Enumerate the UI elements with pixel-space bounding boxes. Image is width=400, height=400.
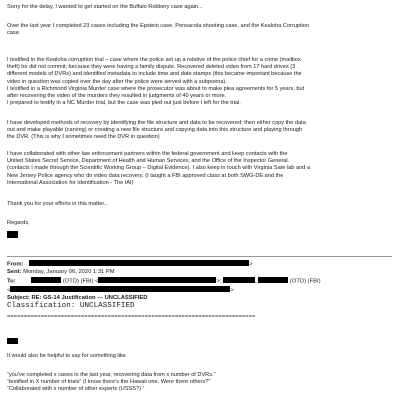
cc-row: < > [7, 286, 234, 293]
classification-rule: ========================================================================== [7, 313, 256, 320]
suggestion-item: “you've completed x cases in the last year, recovering data from x number of DVRs.” [7, 372, 216, 378]
paragraph-methods: I have developed methods of recovery by identifying the file structure and data to be recovered; then either copy the data out and make playable (carving) or creating a new file structure and copying data into this structure and playing through the DVR. (This is why I sometimes need the DVR in question) [7, 120, 306, 141]
paragraph-cases: Over the last year I completed 23 cases including the Epstein case, Pensacola shooting case, and the Kealoha Corruption case. [7, 23, 309, 37]
redaction-bar [31, 277, 61, 283]
subject-row: Subject: RE: GS-14 Justification --- UNCLASSIFIED [7, 294, 148, 301]
paragraph-thanks: Thank you for your efforts in this matter... [7, 201, 109, 207]
regards-text: Regards, [7, 220, 30, 226]
paragraph-delay: Sorry for the delay, I wanted to get started on the Buffalo Robbery case again... [7, 4, 203, 10]
from-row: From: > [7, 261, 253, 268]
signature-redaction [7, 231, 395, 240]
suggestion-item: “Collaborated with x number of other experts (USSS?) ” [7, 386, 145, 393]
redaction-bar [98, 277, 216, 283]
redaction-bar [29, 260, 249, 266]
classification-banner: Classification: UNCLASSIFIED [7, 302, 135, 310]
paragraph-collaboration: I have collaborated with other law enforcement partners within the federal government and keep contacts with the United States Secret Service, Department of Health and Human Services, and the Office of the Inspector General. (contacts I made through the Scientific Working Group – Digital Evidence). I also keep in touch with Virginia Sate lab and a New Jersey Police agency who do video data recovery. (I taught a FBI approved class at both SWG-DE and the International Association for Identification - The IAI) [7, 151, 310, 186]
redaction-bar [7, 231, 18, 237]
reply-signature-redaction [7, 338, 395, 347]
paragraph-testimony: I testified in the Kealoha corruption trial – case where the police set up a relative of the police chief for a crime (mailbox theft) he did not commit; because they were having a family dispute. Recovered deleted video from 17 hard drives (3 different models of DVRs) and identified metadata to include time and date stamps (this became important because the video in question was copied over the day after the police were served with a subpoena). I testified in a Richmond Virginia Murder case where the prosecutor was about to make plea agreements for 5 years, but after recovering the video of the murders they resulted in judgments of 40 years or more. I prepared to testify in a NC Murder trial, but the case was pled out just before I left for the trial. [7, 57, 305, 107]
signature-block [7, 220, 395, 240]
email-header [7, 260, 395, 302]
to-row: To: (OTD) (FBI) < >; , (OTD) (FBI) [7, 277, 321, 284]
header-divider [7, 256, 392, 257]
reply-suggestions [7, 372, 395, 394]
redaction-bar [10, 286, 230, 292]
redaction-bar [7, 338, 18, 344]
redaction-bar [258, 277, 288, 283]
sent-row: Sent: Monday, January 06, 2020 1:31 PM [7, 268, 115, 275]
reply-intro: It would also be helpful to say for something like [7, 353, 126, 359]
greeting-paragraph [7, 4, 395, 11]
redaction-bar [223, 277, 255, 283]
reply-body [7, 353, 395, 360]
suggestion-item: “testified in X number of trials” (I know there's the Hawaii one. Were there others?” [7, 379, 211, 386]
